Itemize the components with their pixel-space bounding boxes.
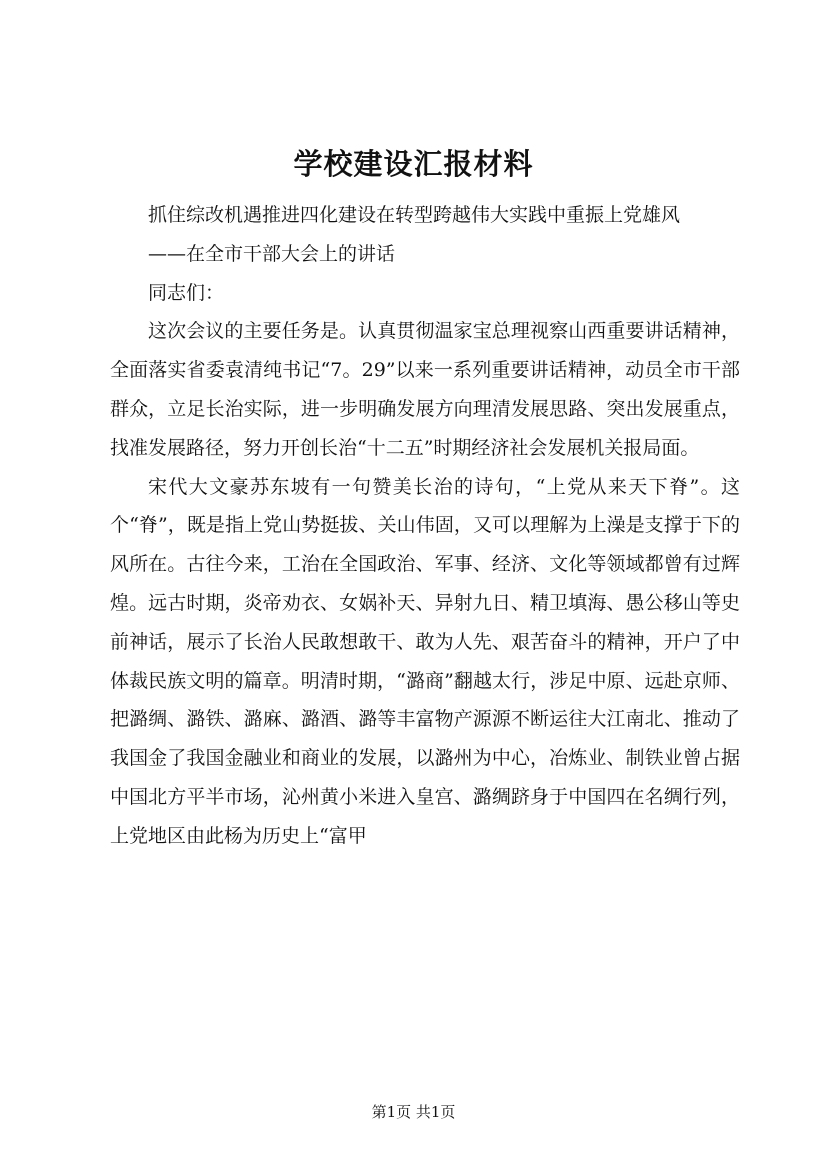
salutation-paragraph: 同志们： <box>148 281 225 304</box>
document-body <box>110 196 740 856</box>
body-paragraph: 宋代大文豪苏东坡有一句赞美长治的诗句，“上党从来天下脊”。这个“脊”，既是指上党山势挺拔、关山伟固，又可以理解为上澡是支撑于下的风所在。古往今来，工治在全国政治、军事、经济、文化等领域都曾有过辉煌。远古时期，炎帝劝衣、女娲补天、异射九日、精卫填海、愚公移山等史前神话，展示了长治人民敢想敢干、敢为人先、艰苦奋斗的精神，开户了中体裁民族文明的篇章。明清时期，“潞商”翻越太行，涉足中原、远赴京师、把潞绸、潞铁、潞麻、潞酒、潞等丰富物产源源不断运往大江南北、推动了我国金了我国金融业和商业的发展，以潞州为中心，冶炼业、制铁业曾占据中国北方平半市场，沁州黄小米进入皇宫、潞绸跻身于中国四在名绸行列，上党地区由此杨为历史上“富甲 <box>110 475 740 847</box>
body-paragraph: 这次会议的主要任务是。认真贯彻温家宝总理视察山西重要讲话精神，全面落实省委袁清纯书记“7。29”以来一系列重要讲话精神，动员全市干部群众，立足长治实际，进一步明确发展方向理清发展思路、突出发展重点，找准发展路径，努力开创长治“十二五”时期经济社会发展机关报局面。 <box>110 320 740 459</box>
speech-subtitle-paragraph: ——在全市干部大会上的讲话 <box>148 242 396 265</box>
document-title: 学校建设汇报材料 <box>293 147 534 181</box>
page-number-footer: 第1页 共1页 <box>371 1103 456 1121</box>
speech-headline-paragraph: 抓住综改机遇推进四化建设在转型跨越伟大实践中重振上党雄风 <box>148 204 681 226</box>
